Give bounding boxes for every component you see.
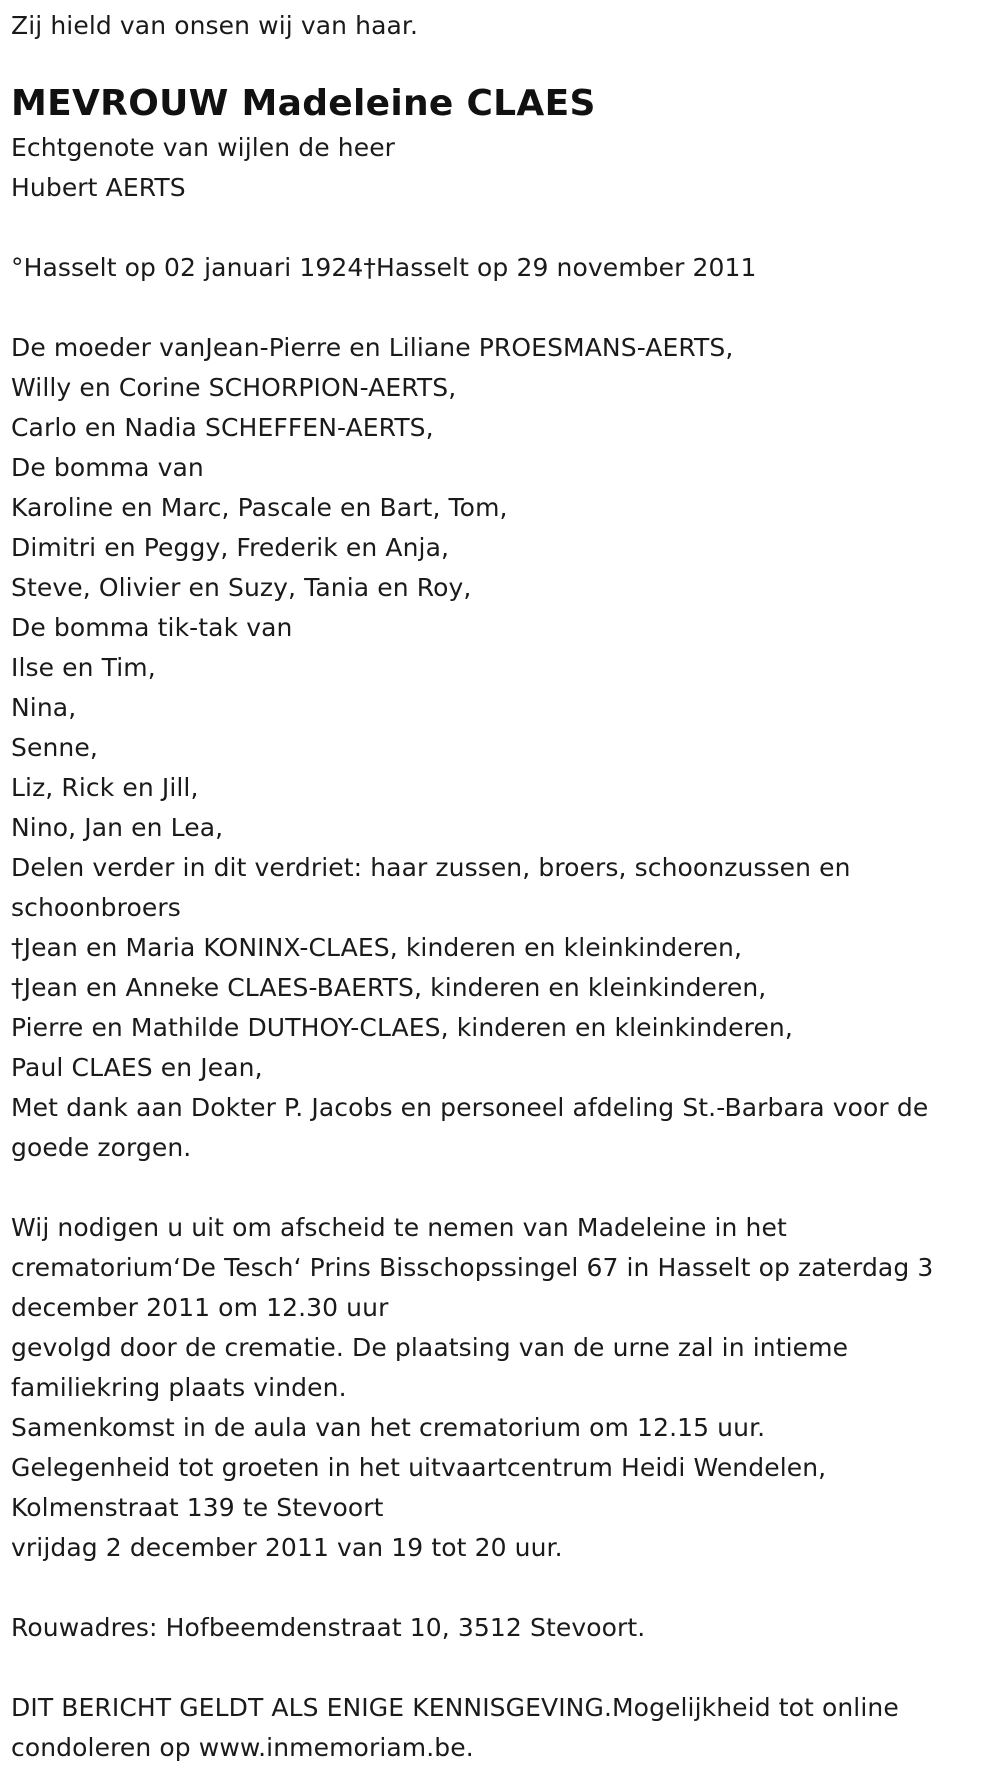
ceremony-line: Kolmenstraat 139 te Stevoort — [11, 1493, 384, 1522]
family-line: Dimitri en Peggy, Frederik en Anja, — [11, 533, 450, 562]
family-line: De moeder vanJean-Pierre en Liliane PROESMANS-AERTS, — [11, 333, 734, 362]
family-line: †Jean en Anneke CLAES-BAERTS, kinderen en kleinkinderen, — [11, 973, 767, 1002]
intro-line: Zij hield van onsen wij van haar. — [11, 11, 419, 40]
family-line: Willy en Corine SCHORPION-AERTS, — [11, 373, 457, 402]
family-line: Nino, Jan en Lea, — [11, 813, 224, 842]
spouse-line: Hubert AERTS — [11, 173, 186, 202]
ceremony-line: vrijdag 2 december 2011 van 19 tot 20 uur. — [11, 1533, 563, 1562]
mourning-address: Rouwadres: Hofbeemdenstraat 10, 3512 Stevoort. — [11, 1613, 646, 1642]
obituary-notice — [11, 0, 991, 1768]
ceremony-line: december 2011 om 12.30 uur — [11, 1293, 389, 1322]
spouse-block — [11, 128, 991, 208]
family-line: De bomma tik-tak van — [11, 613, 293, 642]
family-line: Met dank aan Dokter P. Jacobs en personeel afdeling St.-Barbara voor de — [11, 1093, 929, 1122]
ceremony-line: gevolgd door de crematie. De plaatsing van de urne zal in intieme — [11, 1333, 849, 1362]
spacer — [11, 1568, 991, 1608]
spouse-line: Echtgenote van wijlen de heer — [11, 133, 396, 162]
family-line: Carlo en Nadia SCHEFFEN-AERTS, — [11, 413, 434, 442]
spacer — [11, 1648, 991, 1688]
ceremony-line: Wij nodigen u uit om afscheid te nemen van Madeleine in het — [11, 1213, 787, 1242]
closing-line: condoleren op www.inmemoriam.be. — [11, 1733, 474, 1762]
ceremony-block — [11, 1208, 991, 1568]
family-line: Steve, Olivier en Suzy, Tania en Roy, — [11, 573, 472, 602]
deceased-name: MEVROUW Madeleine CLAES — [11, 83, 596, 124]
ceremony-line: crematorium‘De Tesch‘ Prins Bisschopssingel 67 in Hasselt op zaterdag 3 — [11, 1253, 934, 1282]
family-block — [11, 328, 991, 1168]
family-line: Liz, Rick en Jill, — [11, 773, 199, 802]
family-line: Pierre en Mathilde DUTHOY-CLAES, kinderen en kleinkinderen, — [11, 1013, 793, 1042]
family-line: Ilse en Tim, — [11, 653, 156, 682]
family-line: De bomma van — [11, 453, 204, 482]
family-line: Delen verder in dit verdriet: haar zussen, broers, schoonzussen en — [11, 853, 851, 882]
spacer — [11, 208, 991, 248]
ceremony-line: familiekring plaats vinden. — [11, 1373, 347, 1402]
family-line: †Jean en Maria KONINX-CLAES, kinderen en kleinkinderen, — [11, 933, 743, 962]
family-line: goede zorgen. — [11, 1133, 192, 1162]
family-line: Paul CLAES en Jean, — [11, 1053, 263, 1082]
spacer — [11, 288, 991, 328]
ceremony-line: Gelegenheid tot groeten in het uitvaartcentrum Heidi Wendelen, — [11, 1453, 827, 1482]
spacer — [11, 1168, 991, 1208]
family-line: Senne, — [11, 733, 98, 762]
family-line: Nina, — [11, 693, 77, 722]
ceremony-line: Samenkomst in de aula van het crematorium om 12.15 uur. — [11, 1413, 766, 1442]
closing-block — [11, 1688, 991, 1768]
family-line: schoonbroers — [11, 893, 181, 922]
closing-line: DIT BERICHT GELDT ALS ENIGE KENNISGEVING.Mogelijkheid tot online — [11, 1693, 899, 1722]
birth-death-dates: °Hasselt op 02 januari 1924†Hasselt op 29 november 2011 — [11, 253, 757, 282]
family-line: Karoline en Marc, Pascale en Bart, Tom, — [11, 493, 508, 522]
